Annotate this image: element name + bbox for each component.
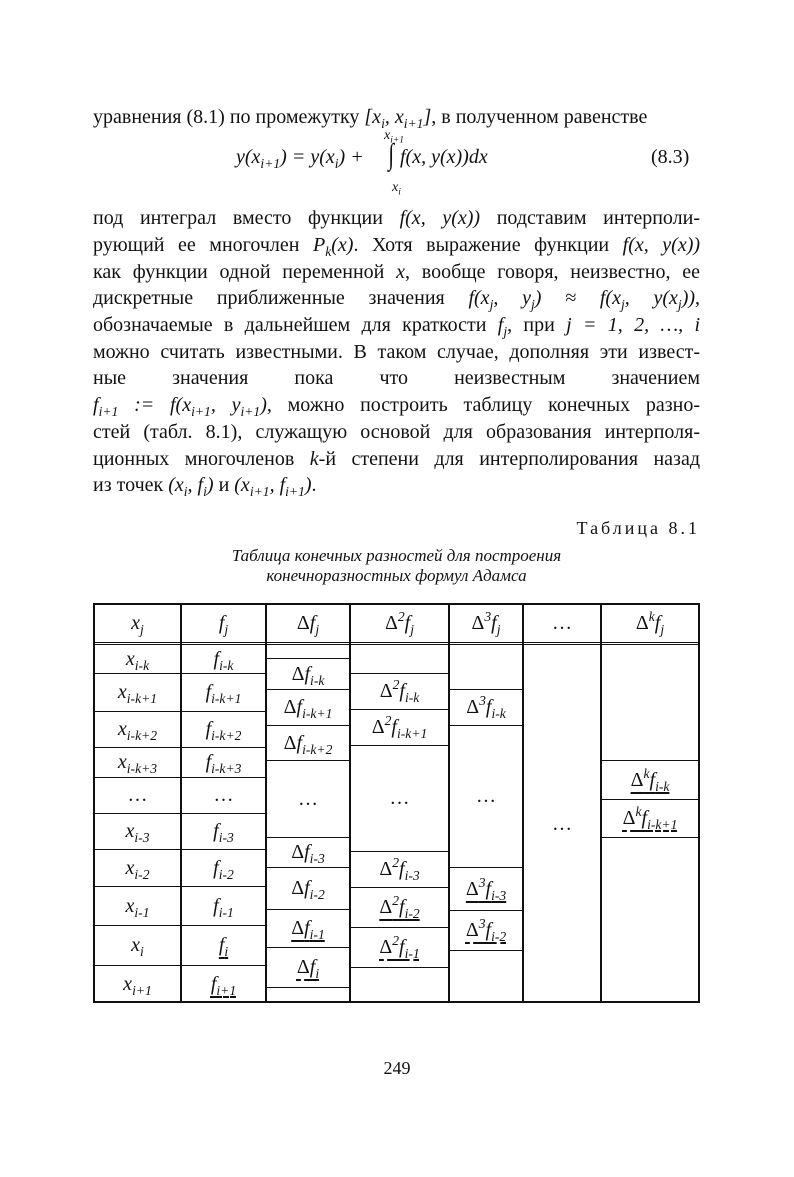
table-cell-empty (450, 645, 522, 690)
text-line: обозначаемые в дальнейшем для краткости $f_j$, при j = 1, 2, …, i (93, 314, 700, 339)
column-delta3 (448, 605, 522, 1001)
cell-value: $\Delta f_{i-1}$ (291, 917, 325, 942)
table-cell: $\Delta^2f_{i-3}$ (351, 852, 448, 888)
cell-value: $\Delta^2f_{i-2}$ (379, 892, 420, 921)
table-header: $f_j$ (182, 605, 265, 645)
table-caption: конечноразностных формул Адамса (266, 566, 527, 585)
cell-value: $f_{i+1}$ (210, 973, 237, 998)
cell-value: $\Delta^kf_{i-k}$ (630, 765, 670, 794)
table-cell: $\Delta f_{i-3}$ (267, 838, 349, 868)
table-cell: $\Delta^3f_{i-k}$ (450, 690, 522, 726)
table-cell: $f_{i-k+3}$ (182, 748, 265, 778)
column-f (180, 605, 265, 1001)
table-header: $\Delta^2f_j$ (351, 605, 448, 645)
table-cell (267, 948, 349, 988)
table-cell: $\Delta f_{i-k}$ (267, 659, 349, 690)
table-header: $\Delta f_j$ (267, 605, 349, 645)
table-caption: Таблица конечных разностей для построения (231, 546, 562, 565)
table-cell: $f_{i-2}$ (182, 850, 265, 887)
table-cell-empty (267, 988, 349, 1003)
table-cell (351, 888, 448, 928)
cell-value: $\Delta f_i$ (296, 956, 320, 981)
table-cell-empty (351, 645, 448, 674)
equation-lhs: $y(x_{i+1}) = y(x_i)$ + (236, 146, 364, 171)
text-line: под интеграл вместо функции f(x, y(x)) подставим интерполи- (93, 207, 700, 229)
text-line: ные значения пока что неизвестным значением (93, 367, 700, 389)
finite-differences-table (93, 603, 700, 1003)
table-header: … (524, 605, 600, 645)
table-cell: … (267, 761, 349, 838)
table-cell: $x_i$ (95, 926, 180, 966)
equation-rhs: f(x, y(x))dx (400, 146, 488, 168)
equation-8-3 (0, 128, 794, 198)
table-cell: $\Delta f_{i-2}$ (267, 868, 349, 910)
table-cell: … (351, 746, 448, 852)
text-line: можно считать известными. В таком случае, дополняя эти извест- (93, 341, 700, 363)
table-cell: … (552, 812, 572, 835)
column-delta1 (265, 605, 349, 1001)
table-cell (182, 926, 265, 966)
table-cell (267, 910, 349, 948)
text-line: уравнения (8.1) по промежутку [$x_i$, $x_{i+1}$], в полученном равенстве (93, 106, 648, 131)
table-cell: $x_{i+1}$ (123, 973, 152, 998)
table-cell: $\Delta^2f_{i-k}$ (351, 674, 448, 710)
table-cell: $f_{i-1}$ (182, 887, 265, 926)
table-cell: $x_{i-k+2}$ (95, 712, 180, 748)
table-cell: … (450, 726, 522, 868)
table-label: Таблица 8.1 (576, 518, 700, 538)
table-cell: $f_{i-k}$ (182, 645, 265, 674)
text-line: стей (табл. 8.1), служащую основой для образования интерполя- (93, 421, 700, 443)
table-cell: $\Delta^2f_{i-k+1}$ (351, 710, 448, 746)
table-cell-empty (450, 951, 522, 1003)
table-cell-empty (602, 838, 698, 1003)
table-cell (182, 966, 265, 1003)
table-cell (602, 761, 698, 800)
text-line: рующий ее многочлен $P_k(x)$. Хотя выражение функции f(x, y(x)) (93, 234, 701, 259)
table-cell: $f_{i-3}$ (182, 814, 265, 850)
text-line: $f_{i+1}$ := $f(x_{i+1}$, $y_{i+1}$), можно построить таблицу конечных разно- (93, 394, 701, 419)
column-ellipsis (522, 605, 600, 1001)
table-cell (450, 868, 522, 911)
table-cell: … (182, 778, 265, 814)
table-cell: … (95, 778, 180, 814)
text-line: как функции одной переменной x, вообще говоря, неизвестно, ее (93, 261, 700, 283)
table-cell: $f_{i-k+1}$ (182, 674, 265, 712)
table-cell: $f_{i-k+2}$ (182, 712, 265, 748)
table-cell-empty (267, 645, 349, 659)
text-line: ционных многочленов k-й степени для интерполирования назад (93, 448, 700, 470)
table-header: $\Delta^3f_j$ (450, 605, 522, 645)
cell-value: $\Delta^kf_{i-k+1}$ (622, 803, 678, 832)
column-delta2 (349, 605, 448, 1001)
table-cell: $x_{i-3}$ (95, 814, 180, 850)
table-header: $x_j$ (95, 605, 180, 645)
cell-value: $f_i$ (218, 934, 229, 959)
table-cell-empty (602, 645, 698, 761)
table-cell: $\Delta f_{i-k+1}$ (267, 690, 349, 726)
table-cell: $x_{i-2}$ (95, 850, 180, 887)
cell-value: $\Delta^2f_{i-1}$ (379, 932, 420, 961)
integral-sign: ∫ (388, 138, 394, 171)
table-cell (351, 928, 448, 968)
cell-value: $\Delta^3f_{i-2}$ (465, 915, 507, 944)
equation-number: (8.3) (651, 146, 690, 168)
column-deltak (600, 605, 698, 1001)
text-line: из точек ($x_i$, $f_i$) и ($x_{i+1}$, $f_{i+1}$). (93, 474, 317, 499)
table-cell-empty (351, 968, 448, 1003)
table-cell (602, 800, 698, 838)
cell-value: $\Delta^3f_{i-3}$ (465, 874, 507, 903)
table-cell: $x_{i-k+3}$ (95, 748, 180, 778)
column-x (95, 605, 180, 1001)
table-cell: $x_{i-k+1}$ (95, 674, 180, 712)
table-cell: $x_{i-1}$ (95, 887, 180, 926)
integral-upper-limit: $x_{i+1}$ (384, 128, 405, 146)
table-cell (450, 911, 522, 951)
table-cell: $\Delta f_{i-k+2}$ (267, 726, 349, 761)
table-cell: $x_{i-k}$ (95, 645, 180, 674)
integral-lower-limit: $x_i$ (392, 180, 401, 198)
table-header: $\Delta^kf_j$ (602, 605, 698, 645)
text-line: дискретные приближенные значения $f(x_j$, $y_j) \approx f(x_j$, $y(x_j)$), (93, 287, 701, 312)
page-number: 249 (383, 1058, 411, 1078)
